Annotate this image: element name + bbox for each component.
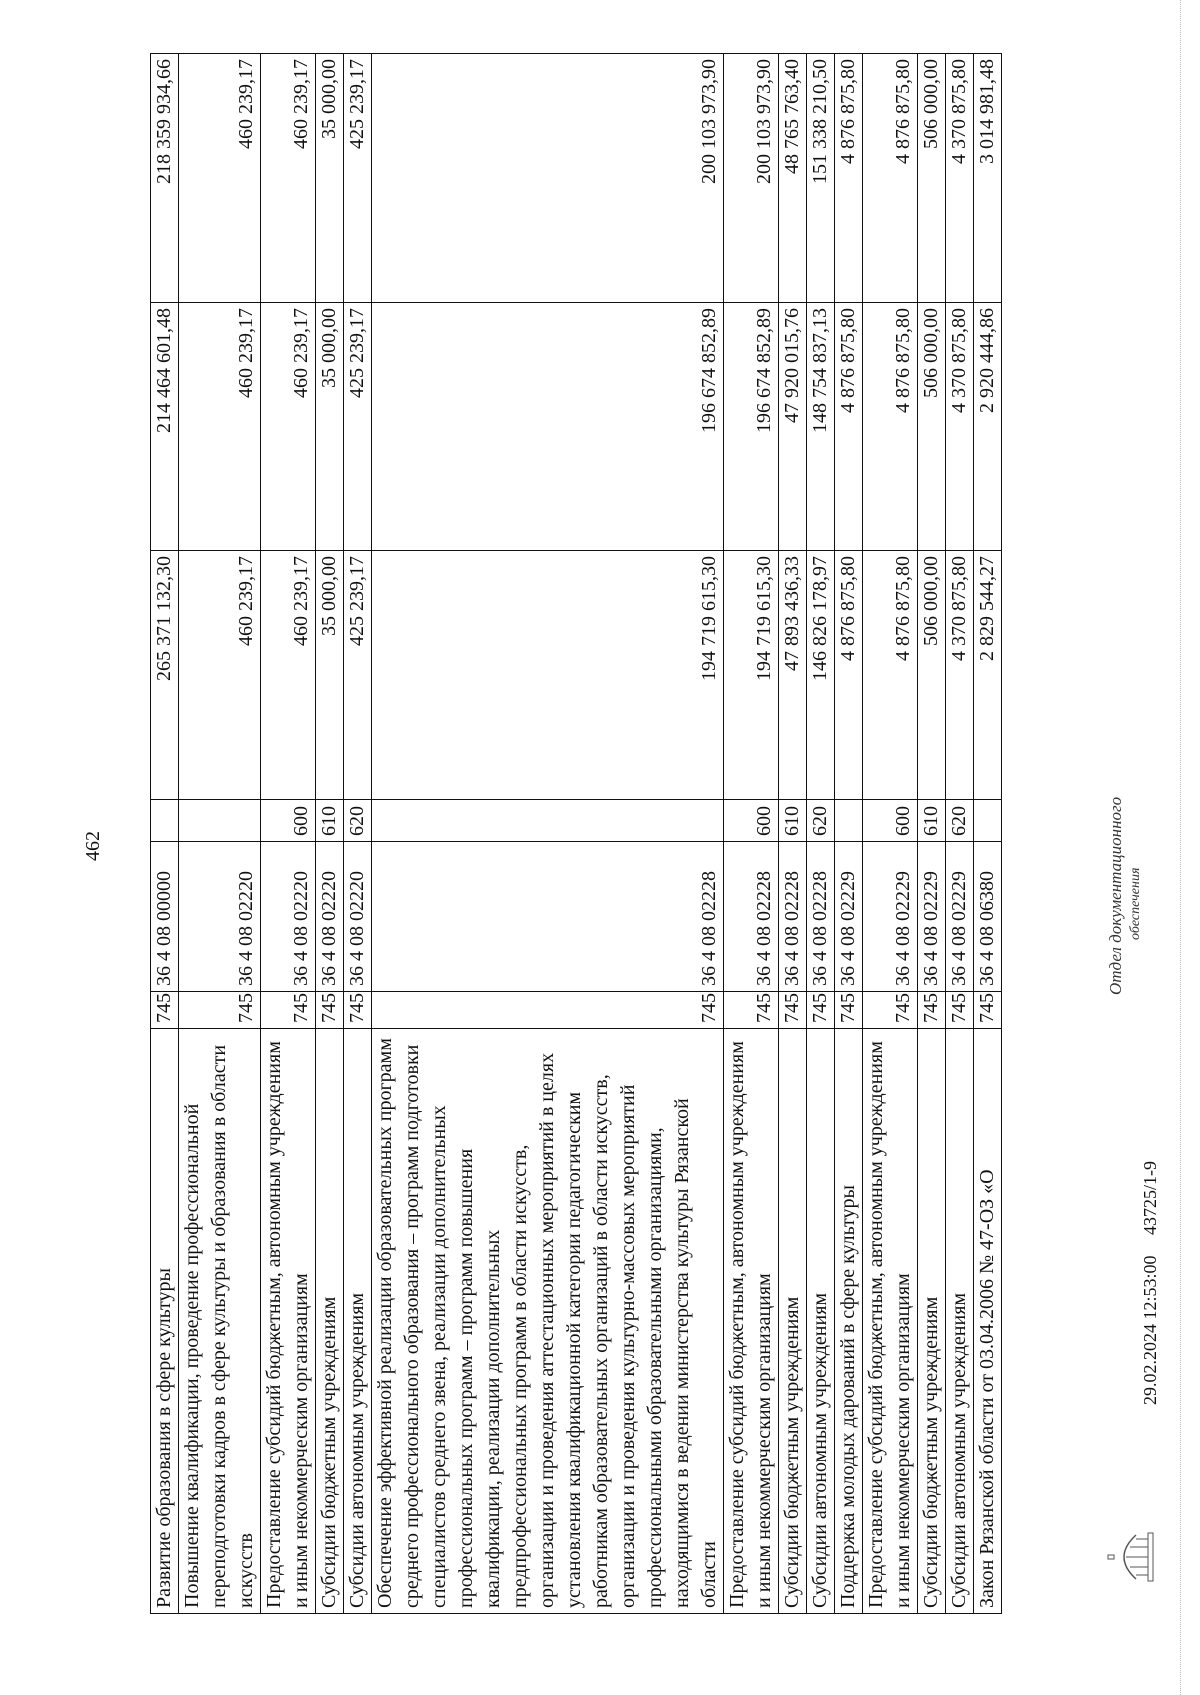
cell-target-article: 36 4 08 02220 [316, 842, 344, 992]
cell-name: Развитие образования в сфере культуры [151, 1029, 179, 1614]
cell-expense-type: 620 [344, 800, 372, 842]
cell-ministry-code: 745 [807, 992, 835, 1029]
duma-emblem-icon [1106, 1529, 1156, 1585]
cell-expense-type [835, 800, 863, 842]
cell-amount-year3: 35 000,00 [316, 54, 344, 303]
cell-amount-year1: 425 239,17 [344, 551, 372, 800]
stamp-date: 29.02.2024 12:53:00 [1140, 1255, 1160, 1405]
cell-amount-year1: 146 826 178,97 [807, 551, 835, 800]
table-row [316, 54, 344, 1614]
cell-target-article: 36 4 08 02229 [918, 842, 946, 992]
table-row [372, 54, 724, 1614]
cell-amount-year1: 2 829 544,27 [974, 551, 1002, 800]
table-row [807, 54, 835, 1614]
cell-target-article: 36 4 08 02229 [863, 842, 918, 992]
cell-amount-year3: 4 876 875,80 [835, 54, 863, 303]
cell-name: Субсидии бюджетным учреждениям [918, 1029, 946, 1614]
cell-amount-year1: 4 876 875,80 [863, 551, 918, 800]
cell-amount-year2: 196 674 852,89 [724, 303, 779, 551]
table-row [835, 54, 863, 1614]
cell-amount-year1: 265 371 132,30 [151, 551, 179, 800]
cell-ministry-code: 745 [151, 992, 179, 1029]
stamp-department: Отдел документационного [1106, 796, 1125, 995]
cell-expense-type: 610 [316, 800, 344, 842]
cell-expense-type: 600 [724, 800, 779, 842]
cell-ministry-code: 745 [372, 992, 724, 1029]
cell-amount-year2: 506 000,00 [918, 303, 946, 551]
stamp-department-sub: обеспечения [1128, 867, 1143, 940]
cell-amount-year3: 425 239,17 [344, 54, 372, 303]
cell-amount-year2: 4 370 875,80 [946, 303, 974, 551]
table-body [151, 54, 1002, 1614]
table-row [151, 54, 179, 1614]
cell-name: Субсидии автономным учреждениям [946, 1029, 974, 1614]
cell-target-article: 36 4 08 02228 [779, 842, 807, 992]
cell-ministry-code: 745 [779, 992, 807, 1029]
cell-target-article: 36 4 08 02228 [372, 842, 724, 992]
cell-name: Субсидии бюджетным учреждениям [316, 1029, 344, 1614]
cell-name: Обеспечение эффективной реализации образовательных программ среднего профессионального образования – программ подготовки специалистов среднего звена, реализации дополнительных профессиональных программ – программ повышения квалификации, реализации дополнительных предпрофессиональных программ в области искусств, организации и проведения аттестационных мероприятий в целях установления квалификационной категории педагогическим работникам образовательных организаций в области искусств, организации и проведения культурно-массовых мероприятий профессиональными образовательными организациями, находящимися в ведении министерства культуры Рязанской области [372, 1029, 724, 1614]
cell-expense-type: 600 [863, 800, 918, 842]
cell-amount-year3: 218 359 934,66 [151, 54, 179, 303]
cell-amount-year2: 4 876 875,80 [863, 303, 918, 551]
cell-target-article: 36 4 08 02228 [807, 842, 835, 992]
cell-amount-year2: 35 000,00 [316, 303, 344, 551]
table-row [918, 54, 946, 1614]
cell-amount-year3: 460 239,17 [261, 54, 316, 303]
cell-expense-type: 610 [779, 800, 807, 842]
cell-expense-type: 600 [261, 800, 316, 842]
cell-ministry-code: 745 [863, 992, 918, 1029]
cell-name: Предоставление субсидий бюджетным, автономным учреждениям и иным некоммерческим организациям [724, 1029, 779, 1614]
cell-amount-year3: 151 338 210,50 [807, 54, 835, 303]
cell-ministry-code: 745 [946, 992, 974, 1029]
cell-amount-year1: 194 719 615,30 [724, 551, 779, 800]
cell-amount-year3: 200 103 973,90 [724, 54, 779, 303]
cell-amount-year1: 460 239,17 [261, 551, 316, 800]
table-row [946, 54, 974, 1614]
cell-amount-year2: 460 239,17 [179, 303, 261, 551]
table-row [863, 54, 918, 1614]
cell-ministry-code: 745 [974, 992, 1002, 1029]
cell-amount-year3: 48 765 763,40 [779, 54, 807, 303]
cell-target-article: 36 4 08 02229 [835, 842, 863, 992]
cell-name: Закон Рязанской области от 03.04.2006 № 47-ОЗ «О [974, 1029, 1002, 1614]
cell-ministry-code: 745 [344, 992, 372, 1029]
cell-amount-year2: 460 239,17 [261, 303, 316, 551]
cell-amount-year2: 196 674 852,89 [372, 303, 724, 551]
cell-expense-type: 620 [807, 800, 835, 842]
cell-target-article: 36 4 08 02220 [179, 842, 261, 992]
cell-ministry-code: 745 [261, 992, 316, 1029]
cell-name: Субсидии автономным учреждениям [344, 1029, 372, 1614]
cell-expense-type: 620 [946, 800, 974, 842]
cell-name: Предоставление субсидий бюджетным, автономным учреждениям и иным некоммерческим организациям [261, 1029, 316, 1614]
cell-name: Поддержка молодых дарований в сфере культуры [835, 1029, 863, 1614]
cell-amount-year1: 35 000,00 [316, 551, 344, 800]
cell-name: Субсидии автономным учреждениям [807, 1029, 835, 1614]
cell-expense-type [151, 800, 179, 842]
cell-ministry-code: 745 [724, 992, 779, 1029]
cell-ministry-code: 745 [316, 992, 344, 1029]
cell-target-article: 36 4 08 02220 [344, 842, 372, 992]
cell-amount-year1: 460 239,17 [179, 551, 261, 800]
cell-amount-year2: 4 876 875,80 [835, 303, 863, 551]
cell-name: Субсидии бюджетным учреждениям [779, 1029, 807, 1614]
budget-table [150, 53, 1002, 1614]
cell-amount-year2: 425 239,17 [344, 303, 372, 551]
cell-target-article: 36 4 08 02220 [261, 842, 316, 992]
cell-amount-year3: 4 370 875,80 [946, 54, 974, 303]
cell-amount-year3: 506 000,00 [918, 54, 946, 303]
cell-expense-type [974, 800, 1002, 842]
cell-amount-year2: 47 920 015,76 [779, 303, 807, 551]
cell-expense-type: 610 [918, 800, 946, 842]
table-row [724, 54, 779, 1614]
cell-amount-year3: 200 103 973,90 [372, 54, 724, 303]
cell-name: Повышение квалификации, проведение профессиональной переподготовки кадров в сфере культуры и образования в области искусств [179, 1029, 261, 1614]
cell-amount-year3: 4 876 875,80 [863, 54, 918, 303]
cell-amount-year1: 194 719 615,30 [372, 551, 724, 800]
cell-target-article: 36 4 08 02228 [724, 842, 779, 992]
stamp-document-id: 43725/1-9 [1140, 1161, 1160, 1235]
table-row [974, 54, 1002, 1614]
cell-amount-year3: 460 239,17 [179, 54, 261, 303]
cell-ministry-code: 745 [918, 992, 946, 1029]
cell-expense-type [179, 800, 261, 842]
page-number: 462 [82, 831, 104, 861]
table-row [779, 54, 807, 1614]
scan-edge-line [1180, 0, 1181, 1695]
cell-amount-year1: 4 370 875,80 [946, 551, 974, 800]
cell-amount-year1: 4 876 875,80 [835, 551, 863, 800]
cell-target-article: 36 4 08 02229 [946, 842, 974, 992]
cell-ministry-code: 745 [835, 992, 863, 1029]
table-row [261, 54, 316, 1614]
cell-amount-year2: 2 920 444,86 [974, 303, 1002, 551]
table-row [179, 54, 261, 1614]
cell-name: Предоставление субсидий бюджетным, автономным учреждениям и иным некоммерческим организациям [863, 1029, 918, 1614]
cell-ministry-code: 745 [179, 992, 261, 1029]
cell-amount-year1: 47 893 436,33 [779, 551, 807, 800]
cell-target-article: 36 4 08 00000 [151, 842, 179, 992]
cell-expense-type [372, 800, 724, 842]
cell-amount-year2: 148 754 837,13 [807, 303, 835, 551]
cell-amount-year1: 506 000,00 [918, 551, 946, 800]
cell-target-article: 36 4 08 06380 [974, 842, 1002, 992]
table-row [344, 54, 372, 1614]
cell-amount-year2: 214 464 601,48 [151, 303, 179, 551]
cell-amount-year3: 3 014 981,48 [974, 54, 1002, 303]
